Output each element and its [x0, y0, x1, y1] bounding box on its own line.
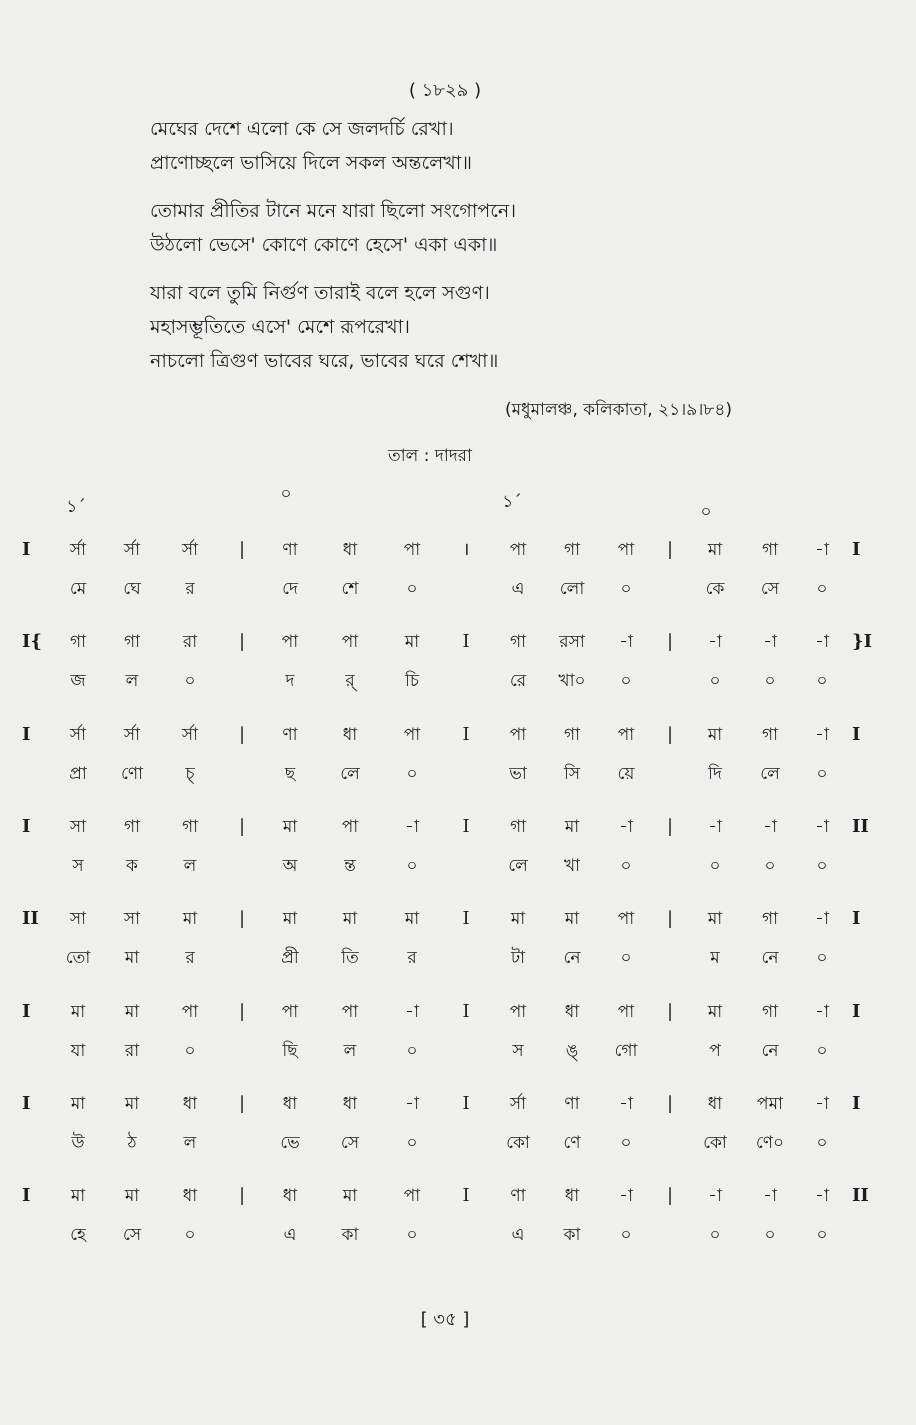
- row-start-marker: I: [22, 723, 31, 745]
- swar-note: পা: [509, 540, 527, 560]
- swar-note: পমা: [757, 1093, 783, 1114]
- lyric-syllable: ০: [816, 671, 828, 692]
- swar-note: মা: [282, 909, 298, 930]
- swar-note: পা: [509, 1001, 527, 1022]
- swar-note: গা: [761, 724, 779, 745]
- notation-row: [0, 631, 916, 701]
- swar-note: র্সা: [181, 724, 199, 745]
- lyric-syllable: ল: [183, 1132, 197, 1153]
- swar-note: মা: [70, 1001, 86, 1022]
- lyric-syllable: ছ: [284, 763, 296, 784]
- poem-line: তোমার প্রীতির টানে মনে যারা ছিলো সংগোপনে।: [150, 200, 517, 222]
- lyric-syllable: ০: [406, 1132, 418, 1153]
- lyric-syllable: ০: [620, 671, 632, 692]
- lyric-syllable: সে: [760, 579, 780, 599]
- lyric-syllable: জ: [70, 671, 86, 692]
- notation-row: [0, 1185, 916, 1255]
- lyric-syllable: ০: [184, 1040, 196, 1061]
- swar-note: -া: [619, 632, 633, 653]
- row-end-marker: I: [852, 723, 861, 745]
- lyric-syllable: কা: [341, 1225, 359, 1246]
- swar-note: মা: [404, 632, 420, 653]
- bar-separator: |: [238, 1000, 246, 1022]
- swar-note: রা: [182, 632, 198, 653]
- notation-row: [0, 908, 916, 978]
- lyric-syllable: ০: [816, 1132, 828, 1153]
- swar-note: র্সা: [69, 724, 87, 745]
- lyric-syllable: খা০: [558, 671, 586, 692]
- beat-marker: ০: [700, 502, 712, 522]
- swar-note: -া: [763, 632, 777, 653]
- swar-note: -া: [619, 1186, 633, 1207]
- lyric-syllable: এ: [283, 1225, 297, 1246]
- lyric-syllable: এ: [511, 579, 525, 599]
- lyric-syllable: গো: [614, 1040, 638, 1061]
- lyric-syllable: ভা: [509, 763, 527, 784]
- lyric-syllable: ০: [709, 671, 721, 692]
- swar-note: মা: [182, 909, 198, 930]
- notation-row: [0, 1093, 916, 1163]
- lyric-syllable: ০: [620, 1225, 632, 1246]
- bar-separator: |: [666, 908, 674, 930]
- lyric-syllable: চ্: [185, 763, 195, 784]
- row-end-marker: }I: [852, 631, 872, 653]
- bar-separator: |: [666, 1092, 674, 1114]
- bar-separator: |: [666, 1000, 674, 1022]
- lyric-syllable: ০: [406, 855, 418, 876]
- lyric-syllable: ০: [816, 1040, 828, 1061]
- swar-note: -া: [763, 816, 777, 837]
- swar-note: ধা: [282, 1186, 298, 1207]
- swar-note: -া: [405, 816, 419, 837]
- swar-note: -া: [815, 816, 829, 837]
- swar-note: গা: [563, 724, 581, 745]
- lyric-syllable: কে: [705, 579, 725, 599]
- lyric-syllable: ক: [126, 855, 138, 876]
- swar-note: মা: [707, 540, 723, 560]
- row-start-marker: I: [22, 1185, 31, 1207]
- bar-separator: ।: [462, 539, 470, 560]
- swar-note: র্সা: [69, 540, 87, 560]
- lyric-syllable: ০: [764, 1225, 776, 1246]
- swar-note: পা: [403, 724, 421, 745]
- swar-note: মা: [342, 909, 358, 930]
- lyric-syllable: দ: [285, 671, 295, 692]
- swar-note: পা: [509, 724, 527, 745]
- swar-note: পা: [341, 632, 359, 653]
- lyric-syllable: তি: [341, 948, 359, 969]
- swar-note: -া: [708, 632, 722, 653]
- swar-note: -া: [708, 1186, 722, 1207]
- beat-marker: ০: [280, 484, 292, 504]
- lyric-syllable: ০: [764, 855, 776, 876]
- swar-note: গা: [181, 816, 199, 837]
- swar-note: মা: [124, 1093, 140, 1114]
- page-footer-number: [ ৩৫ ]: [420, 1309, 470, 1330]
- swar-note: র্সা: [123, 540, 141, 560]
- lyric-syllable: প্রী: [281, 948, 299, 969]
- lyric-syllable: লে: [340, 763, 360, 784]
- swar-note: -া: [619, 816, 633, 837]
- swar-note: পা: [617, 724, 635, 745]
- swar-note: গা: [563, 540, 581, 560]
- row-end-marker: I: [852, 908, 861, 930]
- lyric-syllable: ০: [816, 1225, 828, 1246]
- swar-note: ধা: [564, 1186, 580, 1207]
- bar-separator: |: [238, 1092, 246, 1114]
- swar-note: -া: [619, 1093, 633, 1114]
- bar-separator: |: [666, 539, 674, 560]
- swar-note: মা: [70, 1093, 86, 1114]
- beat-marker: ১´: [66, 497, 86, 517]
- lyric-syllable: ০: [184, 1225, 196, 1246]
- swar-note: পা: [617, 540, 635, 560]
- lyric-syllable: প: [709, 1040, 721, 1061]
- bar-separator: |: [666, 815, 674, 837]
- swar-note: -া: [405, 1001, 419, 1022]
- bar-separator: I: [462, 908, 470, 930]
- lyric-syllable: ল: [343, 1040, 357, 1061]
- swar-note: সা: [69, 909, 87, 930]
- bar-separator: |: [238, 539, 246, 560]
- swar-note: গা: [123, 816, 141, 837]
- swar-note: পা: [281, 632, 299, 653]
- bar-separator: I: [462, 815, 470, 837]
- bar-separator: I: [462, 723, 470, 745]
- notation-row: [0, 816, 916, 886]
- swar-note: গা: [123, 632, 141, 653]
- row-start-marker: I{: [22, 631, 42, 653]
- swar-note: র্সা: [181, 540, 199, 560]
- lyric-syllable: প্রা: [69, 763, 87, 784]
- lyric-syllable: কা: [563, 1225, 581, 1246]
- bar-separator: I: [462, 1092, 470, 1114]
- swar-note: ণা: [282, 540, 298, 560]
- lyric-syllable: ০: [816, 763, 828, 784]
- swar-note: মা: [342, 1186, 358, 1207]
- lyric-syllable: দি: [708, 763, 722, 784]
- swar-note: মা: [404, 909, 420, 930]
- lyric-syllable: দে: [282, 579, 298, 599]
- lyric-syllable: র: [185, 579, 195, 599]
- swar-note: রসা: [559, 632, 585, 653]
- lyric-syllable: মা: [124, 948, 140, 969]
- lyric-syllable: তো: [65, 948, 91, 969]
- notation-row: [0, 724, 916, 794]
- source-citation: (মধুমালঞ্চ, কলিকাতা, ২১।৯।৮৪): [504, 400, 732, 420]
- lyric-syllable: এ: [511, 1225, 525, 1246]
- swar-note: ধা: [282, 1093, 298, 1114]
- swar-note: -া: [815, 1093, 829, 1114]
- swar-note: মা: [707, 724, 723, 745]
- swar-note: -া: [815, 632, 829, 653]
- bar-separator: |: [666, 631, 674, 653]
- swar-note: মা: [70, 1186, 86, 1207]
- swar-note: পা: [341, 816, 359, 837]
- lyric-syllable: ০: [816, 579, 828, 599]
- lyric-syllable: ০: [406, 579, 418, 599]
- bar-separator: |: [238, 908, 246, 930]
- swar-note: -া: [815, 1001, 829, 1022]
- bar-separator: I: [462, 1185, 470, 1207]
- swar-note: মা: [510, 909, 526, 930]
- row-start-marker: II: [22, 908, 39, 930]
- swar-note: মা: [124, 1186, 140, 1207]
- swar-note: ধা: [182, 1186, 198, 1207]
- lyric-syllable: লো: [559, 579, 585, 599]
- lyric-syllable: য়ে: [617, 763, 635, 784]
- swar-note: ণা: [510, 1186, 526, 1207]
- swar-note: মা: [124, 1001, 140, 1022]
- swar-note: গা: [761, 909, 779, 930]
- row-start-marker: I: [22, 1000, 31, 1022]
- swar-note: মা: [707, 909, 723, 930]
- lyric-syllable: ০: [709, 855, 721, 876]
- lyric-syllable: ০: [620, 855, 632, 876]
- lyric-syllable: র্: [345, 671, 355, 692]
- bar-separator: |: [666, 723, 674, 745]
- bar-separator: I: [462, 631, 470, 653]
- lyric-syllable: হে: [70, 1225, 86, 1246]
- lyric-syllable: স: [512, 1040, 524, 1061]
- row-start-marker: I: [22, 815, 31, 837]
- lyric-syllable: ভে: [280, 1132, 300, 1153]
- row-end-marker: I: [852, 1092, 861, 1114]
- poem-line: মহাসম্ভূতিতে এসে' মেশে রূপরেখা।: [150, 316, 410, 338]
- lyric-syllable: ল: [125, 671, 139, 692]
- bar-separator: |: [238, 723, 246, 745]
- lyric-syllable: রা: [124, 1040, 140, 1061]
- bar-separator: |: [238, 1185, 246, 1207]
- swar-note: গা: [69, 632, 87, 653]
- swar-note: -া: [815, 909, 829, 930]
- lyric-syllable: ০: [620, 1132, 632, 1153]
- swar-note: ণা: [564, 1093, 580, 1114]
- lyric-syllable: চি: [404, 671, 420, 692]
- lyric-syllable: লে: [508, 855, 528, 876]
- lyric-syllable: স: [72, 855, 84, 876]
- lyric-syllable: ছি: [282, 1040, 298, 1061]
- swar-note: ধা: [564, 1001, 580, 1022]
- lyric-syllable: কো: [506, 1132, 530, 1153]
- beat-marker: ১´: [502, 492, 522, 512]
- swar-note: সা: [69, 816, 87, 837]
- swar-note: পা: [181, 1001, 199, 1022]
- lyric-syllable: সি: [563, 763, 581, 784]
- lyric-syllable: টা: [510, 948, 526, 969]
- swar-note: ধা: [707, 1093, 723, 1114]
- swar-note: গা: [761, 540, 779, 560]
- row-end-marker: II: [852, 1185, 869, 1207]
- lyric-syllable: ০: [816, 948, 828, 969]
- swar-note: পা: [617, 1001, 635, 1022]
- swar-note: ধা: [182, 1093, 198, 1114]
- notation-row: [0, 539, 916, 609]
- lyric-syllable: কো: [703, 1132, 727, 1153]
- bar-separator: |: [238, 815, 246, 837]
- lyric-syllable: নে: [761, 1040, 779, 1061]
- swar-note: পা: [403, 540, 421, 560]
- lyric-syllable: ল: [183, 855, 197, 876]
- lyric-syllable: ম: [710, 948, 720, 969]
- swar-note: পা: [617, 909, 635, 930]
- lyric-syllable: ০: [406, 763, 418, 784]
- lyric-syllable: ০: [620, 948, 632, 969]
- row-start-marker: I: [22, 539, 31, 560]
- bar-separator: |: [238, 631, 246, 653]
- lyric-syllable: শে: [341, 579, 359, 599]
- lyric-syllable: র: [407, 948, 417, 969]
- swar-note: পা: [281, 1001, 299, 1022]
- lyric-syllable: মে: [69, 579, 87, 599]
- swar-note: ধা: [342, 540, 358, 560]
- row-end-marker: II: [852, 815, 869, 837]
- lyric-syllable: লে: [760, 763, 780, 784]
- swar-note: র্সা: [123, 724, 141, 745]
- swar-note: মা: [564, 816, 580, 837]
- poem-line: উঠলো ভেসে' কোণে কোণে হেসে' একা একা॥: [150, 234, 498, 256]
- lyric-syllable: উ: [71, 1132, 85, 1153]
- lyric-syllable: ণো: [120, 763, 144, 784]
- page-heading-number: ( ১৮২৯ ): [408, 80, 482, 101]
- poem-line: যারা বলে তুমি নির্গুণ তারাই বলে হলে সগুণ।: [150, 282, 490, 304]
- lyric-syllable: ন্ত: [344, 855, 356, 876]
- swar-note: -া: [708, 816, 722, 837]
- lyric-syllable: রে: [509, 671, 527, 692]
- swar-note: মা: [564, 909, 580, 930]
- swar-note: -া: [815, 540, 829, 560]
- swar-note: ধা: [342, 724, 358, 745]
- lyric-syllable: ০: [406, 1225, 418, 1246]
- lyric-syllable: ণে০: [755, 1132, 785, 1153]
- swar-note: ধা: [342, 1093, 358, 1114]
- swar-note: গা: [509, 816, 527, 837]
- lyric-syllable: অ: [282, 855, 298, 876]
- lyric-syllable: ০: [184, 671, 196, 692]
- swar-note: -া: [815, 724, 829, 745]
- swar-note: সা: [123, 909, 141, 930]
- notation-row: [0, 1001, 916, 1071]
- lyric-syllable: ণে: [563, 1132, 581, 1153]
- poem-line: নাচলো ত্রিগুণ ভাবের ঘরে, ভাবের ঘরে শেখা॥: [150, 350, 499, 372]
- swar-note: -া: [763, 1186, 777, 1207]
- poem-line: মেঘের দেশে এলো কে সে জলদর্চি রেখা।: [150, 118, 454, 140]
- row-start-marker: I: [22, 1092, 31, 1114]
- lyric-syllable: ০: [406, 1040, 418, 1061]
- lyric-syllable: ০: [709, 1225, 721, 1246]
- lyric-syllable: র: [185, 948, 195, 969]
- swar-note: ণা: [282, 724, 298, 745]
- lyric-syllable: সে: [340, 1132, 360, 1153]
- lyric-syllable: ০: [620, 579, 632, 599]
- bar-separator: I: [462, 1000, 470, 1022]
- lyric-syllable: খা: [563, 855, 581, 876]
- lyric-syllable: নে: [761, 948, 779, 969]
- swar-note: -া: [405, 1093, 419, 1114]
- swar-note: -া: [815, 1186, 829, 1207]
- lyric-syllable: নে: [563, 948, 581, 969]
- swar-note: গা: [509, 632, 527, 653]
- lyric-syllable: যা: [70, 1040, 86, 1061]
- lyric-syllable: ০: [816, 855, 828, 876]
- swar-note: র্সা: [509, 1093, 527, 1114]
- swar-note: মা: [707, 1001, 723, 1022]
- lyric-syllable: ঙ্: [565, 1040, 579, 1061]
- swar-note: পা: [341, 1001, 359, 1022]
- lyric-syllable: ঘে: [123, 579, 141, 599]
- poem-line: প্রাণোচ্ছলে ভাসিয়ে দিলে সকল অন্তলেখা॥: [150, 152, 473, 174]
- bar-separator: |: [666, 1185, 674, 1207]
- swar-note: মা: [282, 816, 298, 837]
- lyric-syllable: সে: [122, 1225, 142, 1246]
- row-end-marker: I: [852, 539, 861, 560]
- row-end-marker: I: [852, 1000, 861, 1022]
- taal-label: তাল : দাদরা: [388, 446, 472, 466]
- swar-note: গা: [761, 1001, 779, 1022]
- lyric-syllable: ঠ: [127, 1132, 137, 1153]
- lyric-syllable: ০: [764, 671, 776, 692]
- swar-note: পা: [403, 1186, 421, 1207]
